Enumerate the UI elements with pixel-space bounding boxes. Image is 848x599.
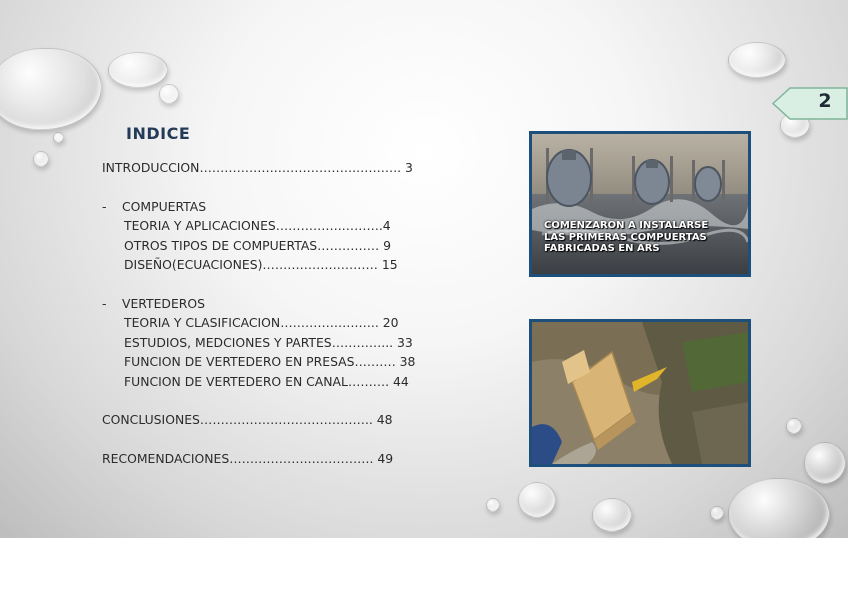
bullet-dash: - [102,295,107,311]
water-drop-decoration [710,506,724,520]
toc-section-compuertas [102,197,442,217]
toc-leader-dots: ……………….……………. [229,450,378,466]
sluice-gates-photo [529,131,751,277]
toc-label: TEORIA Y APLICACIONES [124,218,276,233]
caption-line: LAS PRIMERAS COMPUERTAS [544,231,707,243]
toc-entry [102,372,442,392]
toc-leader-dots: ……………….……… [262,257,382,272]
toc-label: ESTUDIOS, MEDCIONES Y PARTES [124,334,332,350]
toc-entry [102,236,442,256]
toc-entry [102,216,442,236]
toc-page: 15 [381,257,398,272]
toc-leader-dots: ………. [347,373,393,389]
table-of-contents [102,158,442,468]
toc-leader-dots: …………... [331,334,398,350]
toc-leader-dots: ……………….….. [280,315,383,330]
photo-caption [544,220,744,255]
water-drop-decoration [728,42,786,78]
page-number: 2 [818,90,832,112]
toc-entry [102,313,442,333]
toc-page: 33 [397,334,413,350]
caption-line: COMENZARON A INSTALARSE [544,220,709,231]
bullet-dash: - [102,198,107,214]
toc-section-header: VERTEDEROS [122,295,206,311]
water-drop-decoration [53,132,64,143]
toc-section-header: COMPUERTAS [122,198,207,214]
toc-page: 48 [376,412,393,427]
toc-entry [102,333,442,353]
toc-label: FUNCION DE VERTEDERO EN CANAL [124,373,348,389]
toc-page: 20 [382,315,399,330]
toc-section-vertederos [102,294,442,314]
toc-entry-recomendaciones [102,449,442,469]
toc-page: 9 [383,237,391,253]
weir-photo [529,319,751,467]
water-drop-decoration [728,478,830,538]
toc-page: 3 [405,160,413,175]
water-drop-decoration [804,442,846,484]
page-number-tab [772,87,848,120]
toc-leader-dots: …………… [317,237,384,253]
toc-entry-introduccion [102,158,442,178]
toc-entry [102,352,442,372]
toc-label: CONCLUSIONES [102,412,200,427]
toc-page: 38 [399,354,416,369]
water-drop-decoration [159,84,179,104]
toc-leader-dots: ………. [354,354,400,369]
water-drop-decoration [0,48,102,130]
toc-page: 49 [377,450,394,466]
toc-leader-dots: ……………….……………….……….. [199,160,406,175]
water-drop-decoration [108,52,168,88]
toc-label: OTROS TIPOS DE COMPUERTAS [124,237,318,253]
caption-line: FABRICADAS EN ARS [544,243,660,254]
toc-leader-dots: …………….………. [275,218,383,233]
toc-page: 44 [393,373,409,389]
toc-entry-conclusiones [102,410,442,430]
weir-illustration [532,322,748,464]
toc-label: FUNCION DE VERTEDERO EN PRESAS [124,354,355,369]
toc-label: INTRODUCCION [102,160,200,175]
toc-label: DISEÑO(ECUACIONES) [124,257,263,272]
water-drop-decoration [592,498,632,532]
page-title: INDICE [126,124,191,143]
toc-label: TEORIA Y CLASIFICACION [124,315,281,330]
water-drop-decoration [33,151,49,167]
toc-page: 4 [382,218,391,233]
toc-entry [102,255,442,275]
water-drop-decoration [486,498,500,512]
toc-leader-dots: ……………….………………….. [199,412,377,427]
toc-label: RECOMENDACIONES [102,450,230,466]
water-drop-decoration [518,482,556,518]
water-drop-decoration [786,418,802,434]
